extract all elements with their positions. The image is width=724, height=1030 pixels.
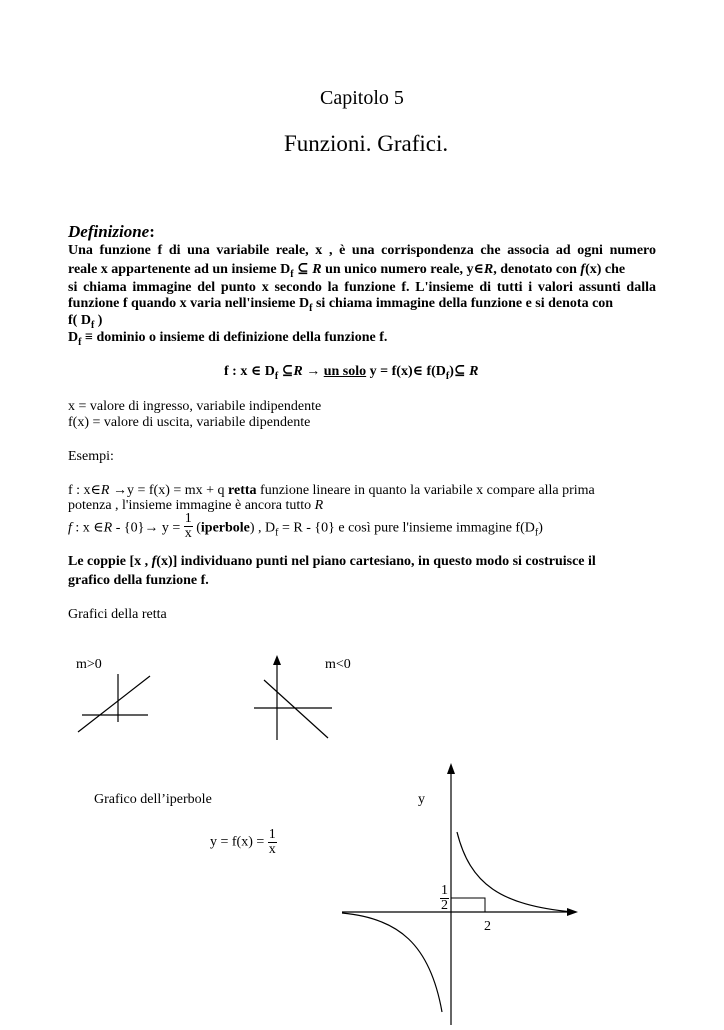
output-note: f(x) = valore di uscita, variabile dipendente: [68, 415, 311, 430]
hyperbola-branch-negative: [342, 913, 442, 1012]
definition-line-6: $D_f$ ≡ dominio o insieme di definizione della funzione f.: [68, 330, 388, 348]
examples-heading: Esempi:: [68, 449, 114, 464]
hyperbola-branch-positive: [457, 832, 572, 912]
definition-line-5: f( $D_f$ ): [68, 313, 103, 331]
y-axis-label: y: [418, 792, 425, 807]
line-m-positive: [78, 676, 150, 732]
example-line: f : x∈R →y = f(x) = mx + q retta funzione lineare in quanto la variabile x compare alla prima: [68, 483, 595, 498]
reference-rectangle: [451, 898, 485, 912]
definition-line-3: si chiama immagine del punto x secondo la funzione f. L'insieme di tutti i valori assunti dalla: [68, 280, 656, 295]
input-note: x = valore di ingresso, variabile indipendente: [68, 399, 322, 414]
definition-line-4: funzione f quando x varia nell'insieme $D_f$ si chiama immagine della funzione e si denota con: [68, 296, 614, 314]
y-axis-arrow: [273, 655, 281, 665]
example-hyperbola: f : x ∈R - {0}→ y = $\frac{1}{x}$ (iperbole) , $D_f = R - \{0\}$ e così pure l'insieme immagine $f(D_f)$: [68, 511, 543, 541]
negative-slope-label: m<0: [325, 657, 351, 672]
hyperbola-graph: [340, 760, 590, 1030]
chapter-label: Capitolo 5: [320, 87, 404, 109]
line-graphs-heading: Grafici della retta: [68, 607, 167, 622]
definition-line-2: reale x appartenente ad un insieme $D_f$ ⊆ R un unico numero reale, y∈R, denotato con f(x) che: [68, 262, 626, 280]
hyperbola-heading: Grafico dell’iperbole: [94, 792, 212, 807]
pairs-line-1: Le coppie [x , f(x)] individuano punti nel piano cartesiano, in questo modo si costruisce il: [68, 554, 596, 569]
negative-slope-graph: [250, 652, 340, 742]
example-line-cont: potenza , l'insieme immagine è ancora tutto R: [68, 498, 324, 513]
pairs-line-2: grafico della funzione f.: [68, 573, 209, 588]
function-formula: f : x ∈ $D_f$ ⊆R → un solo y = f(x)∈ $f(D_f)⊆$ R: [224, 364, 479, 382]
positive-slope-graph: [70, 650, 150, 730]
y-axis-arrow: [447, 763, 455, 774]
x-tick-label: 2: [484, 919, 491, 934]
definition-heading: Definizione:: [68, 222, 155, 241]
line-m-negative: [264, 680, 328, 738]
definition-line-1: Una funzione f di una variabile reale, x , è una corrispondenza che associa ad ogni numero: [68, 243, 656, 258]
y-tick-label: $\frac{1}{2}$: [441, 883, 448, 913]
page-title: Funzioni. Grafici.: [284, 131, 449, 156]
positive-slope-label: m>0: [76, 657, 102, 672]
hyperbola-equation: y = f(x) = $\frac{1}{x}$: [210, 827, 276, 857]
